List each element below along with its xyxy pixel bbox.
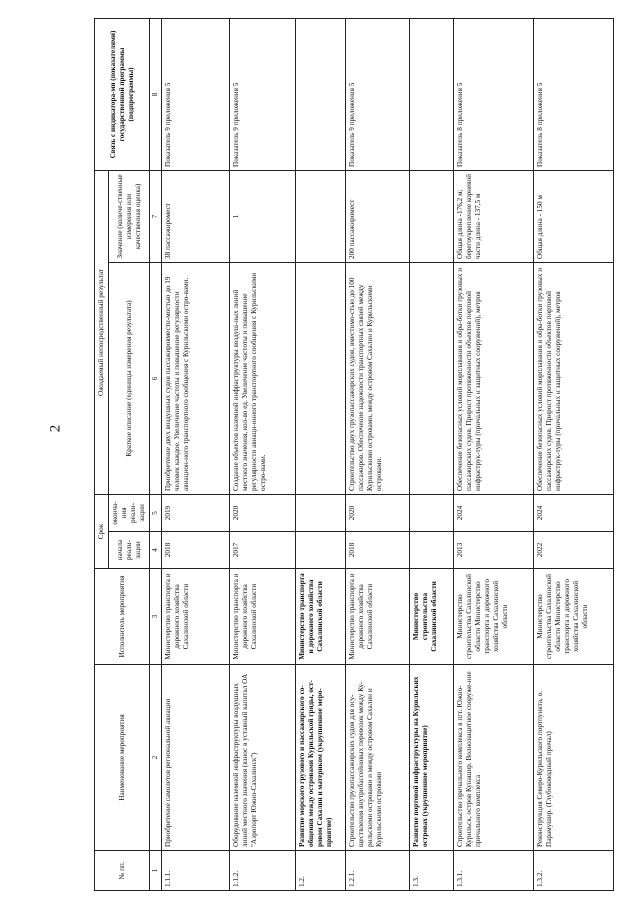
header-row-1 (95, 18, 109, 890)
row-start: 2018 (345, 532, 409, 569)
row-end: 2019 (161, 494, 229, 531)
row-value: 200 пассажиромест (345, 170, 409, 262)
row-executor: Министерство транспорта и дорожного хозяйства Сахалинской области (295, 569, 345, 665)
row-value: Общая длина -176,2 м; берегоукрепление корневой части длина - 137,5 м (453, 170, 533, 262)
row-start (409, 532, 453, 569)
row-start: 2013 (453, 532, 533, 569)
header-num: № пп. (95, 851, 150, 891)
col-number: 8 (150, 18, 162, 170)
row-num: 1.2.1. (345, 851, 409, 891)
row-executor: Министерство транспорта и дорожного хозяйства Сахалинской области (229, 569, 295, 665)
landscape-sheet (88, 0, 620, 905)
col-number: 5 (150, 494, 162, 531)
row-executor: Министерство строительства Сахалинской области Министерство транспорта и дорожного хозяйства Сахалинской области (533, 569, 613, 665)
header-value: Значение (количе-ственные измерения или качественная оценка) (109, 170, 150, 262)
row-name: Строительство грузопассажирских судов для осу-ществления внутрибассейновых перевозок между Ку-рильскими островами и между островом Сахалин и Курильскими островами (345, 665, 409, 851)
row-name: Реконструкция Северо-Курильского портпункта, о. Парамушир. (Глубоководный причал) (533, 665, 613, 851)
header-term-end: оконча-ния реали-зации (109, 494, 150, 531)
row-value: Общая длина - 150 м (533, 170, 613, 262)
row-name: Строительство причального комплекса в пгт. Южно-Курильск, остров Кунашир. Волнозащитное сооруже-ние причального комплекса (453, 665, 533, 851)
row-end: 2024 (453, 494, 533, 531)
row-end: 2024 (533, 494, 613, 531)
header-executor: Исполнитель мероприятия (95, 569, 150, 665)
row-link (409, 18, 453, 170)
row-start (295, 532, 345, 569)
row-executor: Министерство транспорта и дорожного хозяйства Сахалинской области (161, 569, 229, 665)
header-result: Ожидаемый непосредственный результат (95, 170, 109, 494)
col-number: 4 (150, 532, 162, 569)
table-row (533, 18, 613, 890)
header-desc: Краткое описание (единицы измерения результата) (109, 262, 150, 494)
row-name: Развитие морского грузового и пассажирского со-общения между островами Курильской гряды, ост-ровом Сахалин и материком (укрупненное меро-приятие) (295, 665, 345, 851)
row-start: 2022 (533, 532, 613, 569)
row-link: Показатель 8 приложения 5 (533, 18, 613, 170)
column-number-row (150, 18, 162, 890)
row-executor: Министерство транспорта и дорожного хозяйства Сахалинской области (345, 569, 409, 665)
row-num: 1.1.1. (161, 851, 229, 891)
row-link: Показатель 9 приложения 5 (345, 18, 409, 170)
row-num: 1.2. (295, 851, 345, 891)
header-link: Связь с индикатора-ми (показателями) государственной программы (подпрограммы) (95, 18, 150, 170)
row-desc: Обеспечение безопасных условий морплавания и обра-ботки грузовых и пассажирских судов. Прирост протяженности объектов портовой инфраструк-туры (причальных и защитных сооружений), метров (453, 262, 533, 494)
table-row (229, 18, 295, 890)
row-num: 1.3.1. (453, 851, 533, 891)
row-desc: Приобретение двух воздушных судов пассажировмести-мостью до 19 человек каждое. Увеличение частоты и повышение регулярности авиацион-ного транспортного сообщения с Курильскими остро-вами. (161, 262, 229, 494)
col-number: 2 (150, 665, 162, 851)
row-desc: Обеспечение безопасных условий морплавания и обра-ботки грузовых и пассажирских судов. Прирост протяженности объектов портовой инфраструк-туры (причальных и защитных сооружений), метров (533, 262, 613, 494)
col-number: 6 (150, 262, 162, 494)
row-value (295, 170, 345, 262)
row-name: Приобретение самолетов региональной авиации (161, 665, 229, 851)
col-number: 7 (150, 170, 162, 262)
row-num: 1.1.2. (229, 851, 295, 891)
row-value (409, 170, 453, 262)
table-row (161, 18, 229, 890)
table-row (295, 18, 345, 890)
row-link (295, 18, 345, 170)
row-executor: Министерство строительства Сахалинской области Министерство транспорта и дорожного хозяйства Сахалинской области (453, 569, 533, 665)
row-start: 2018 (161, 532, 229, 569)
row-end (295, 494, 345, 531)
row-link: Показатель 8 приложения 5 (453, 18, 533, 170)
page-number: 2 (47, 424, 64, 433)
row-desc (295, 262, 345, 494)
row-start: 2017 (229, 532, 295, 569)
row-num: 1.3.2. (533, 851, 613, 891)
row-end (409, 494, 453, 531)
row-value: 38 пассажиромест (161, 170, 229, 262)
row-name: Развитие портовой инфраструктуры на Курильских островах (укрупненное мероприятие) (409, 665, 453, 851)
row-desc: Строительство двух грузопассажирских судов, вместимо-стью до 100 пассажиров. Обеспечение надежности транспортных связей между Курильскими островами, между островом Сахалин и Курильскими островами. (345, 262, 409, 494)
row-value: 1 (229, 170, 295, 262)
table-row (409, 18, 453, 890)
row-desc: Создание объектов наземной инфраструктуры воздуш-ных линий местного значения, кол-во ед. Увеличение частоты и повышение регулярности авиаци-онного транспортного сообщения с Курильскими остро-вами. (229, 262, 295, 494)
row-link: Показатель 9 приложения 5 (161, 18, 229, 170)
col-number: 1 (150, 851, 162, 891)
header-name: Наименование мероприятия (95, 665, 150, 851)
table-row (453, 18, 533, 890)
col-number: 3 (150, 569, 162, 665)
program-measures-table (94, 18, 614, 891)
row-num: 1.3. (409, 851, 453, 891)
row-end: 2020 (345, 494, 409, 531)
table-row (345, 18, 409, 890)
row-link: Показатель 9 приложения 5 (229, 18, 295, 170)
row-end: 2020 (229, 494, 295, 531)
row-desc (409, 262, 453, 494)
row-name: Оборудование наземной инфраструктуры воздушных линий местного значения (взнос в уставный капитал ОА "Аэропорт Южно-Сахалинск") (229, 665, 295, 851)
row-executor: Министерство строительства Сахалинской области (409, 569, 453, 665)
header-term: Срок (95, 494, 109, 568)
header-term-start: начала реали-зации (109, 532, 150, 569)
